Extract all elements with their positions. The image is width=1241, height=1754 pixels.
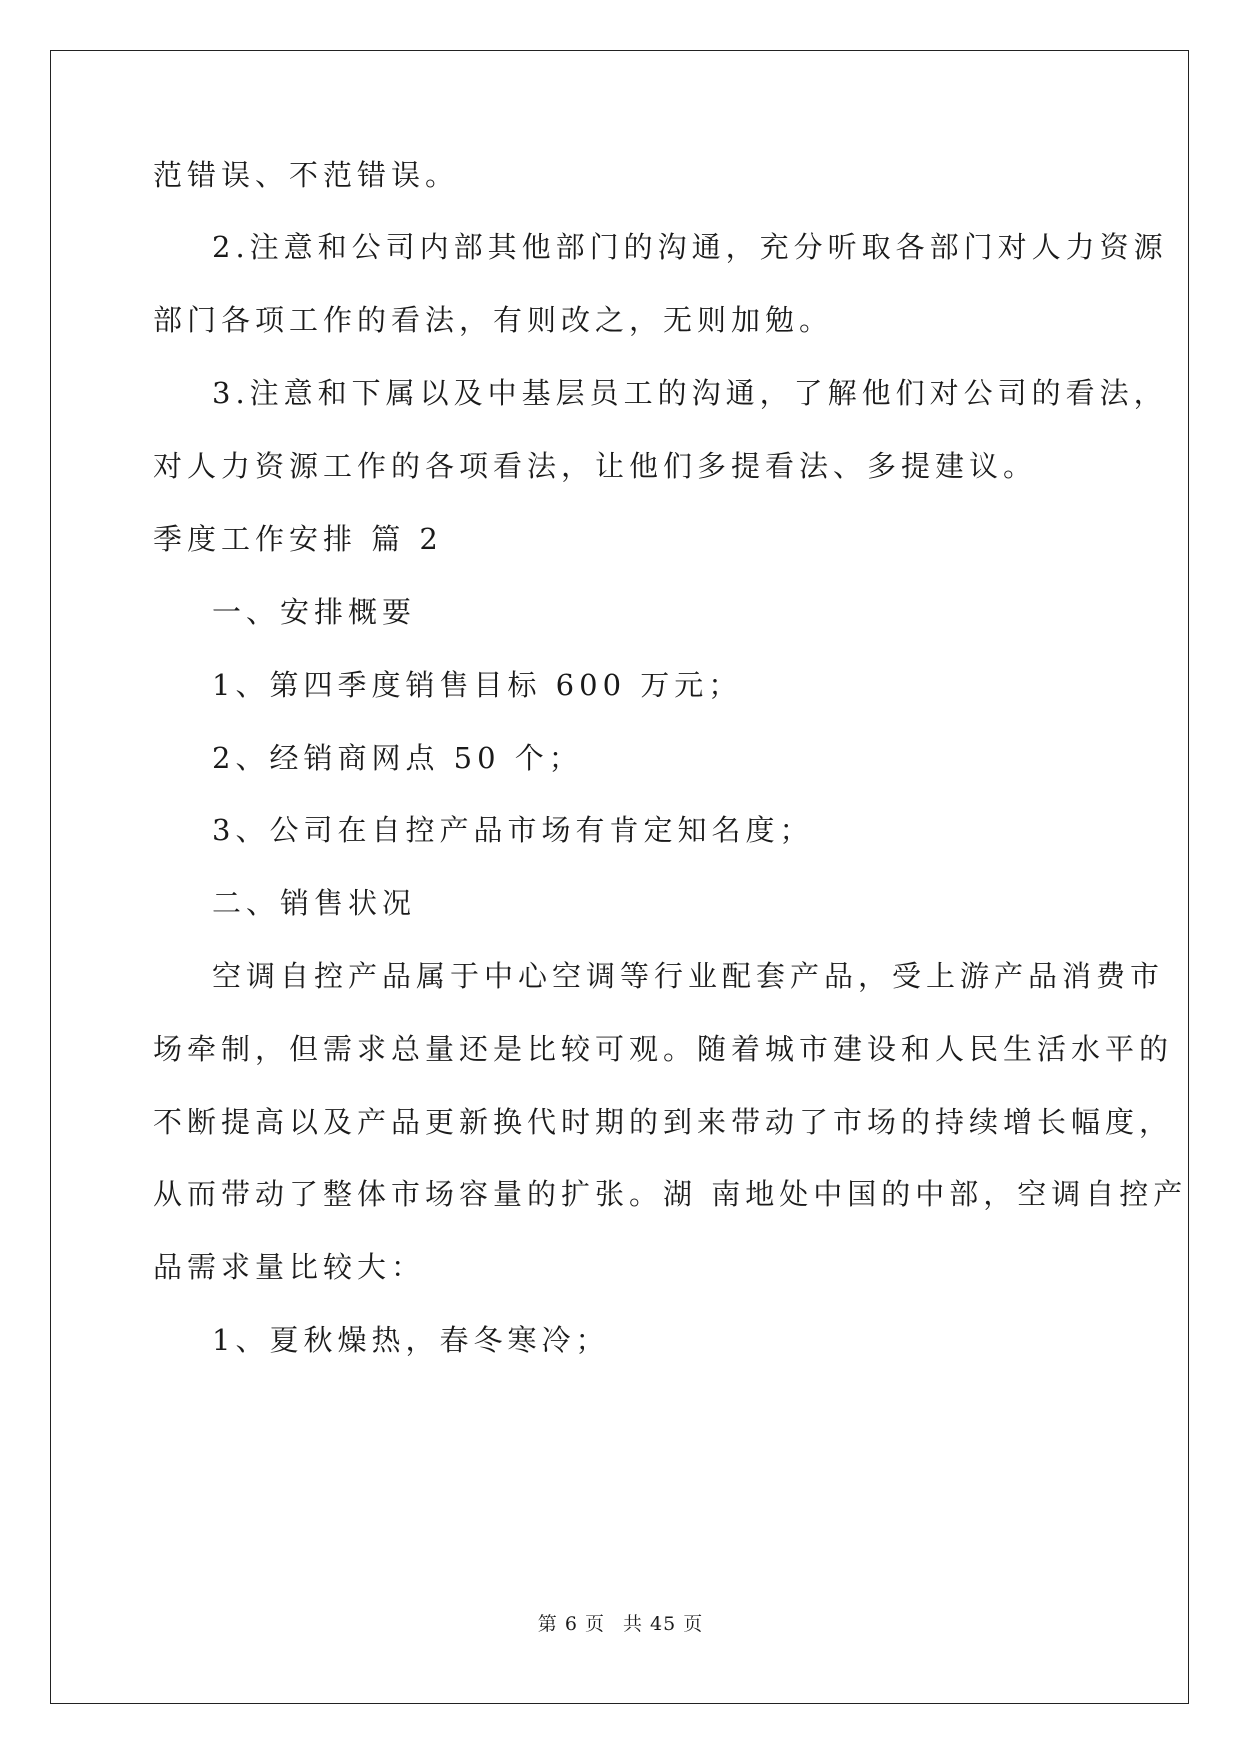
page-border xyxy=(50,50,1189,1704)
list-item: 1、夏秋燥热，春冬寒冷； xyxy=(212,1323,610,1357)
section-heading: 季度工作安排 篇 2 xyxy=(153,522,443,556)
paragraph-line: 2.注意和公司内部其他部门的沟通，充分听取各部门对人力资源 xyxy=(212,230,1168,264)
list-item: 1、第四季度销售目标 600 万元； xyxy=(212,668,743,702)
paragraph-line: 品需求量比较大： xyxy=(153,1250,426,1284)
paragraph-line: 场牵制，但需求总量还是比较可观。随着城市建设和人民生活水平的 xyxy=(153,1032,1174,1066)
paragraph-line: 空调自控产品属于中心空调等行业配套产品，受上游产品消费市 xyxy=(212,959,1165,993)
list-item: 2、经销商网点 50 个； xyxy=(212,741,583,775)
subheading: 一、安排概要 xyxy=(212,595,417,629)
page-total: 共 45 页 xyxy=(622,1613,704,1635)
subheading: 二、销售状况 xyxy=(212,886,417,920)
paragraph-line: 不断提高以及产品更新换代时期的到来带动了市场的持续增长幅度， xyxy=(153,1105,1174,1139)
paragraph-line: 部门各项工作的看法，有则改之，无则加勉。 xyxy=(153,303,834,337)
page-footer xyxy=(0,1612,1241,1636)
paragraph-line: 从而带动了整体市场容量的扩张。湖 南地处中国的中部，空调自控产 xyxy=(153,1177,1188,1211)
list-item: 3、公司在自控产品市场有肯定知名度； xyxy=(212,813,814,847)
page-number: 第 6 页 xyxy=(537,1613,605,1635)
paragraph-line: 对人力资源工作的各项看法，让他们多提看法、多提建议。 xyxy=(153,449,1038,483)
paragraph-line: 3.注意和下属以及中基层员工的沟通，了解他们对公司的看法， xyxy=(212,376,1168,410)
paragraph-line: 范错误、不范错误。 xyxy=(153,158,460,192)
